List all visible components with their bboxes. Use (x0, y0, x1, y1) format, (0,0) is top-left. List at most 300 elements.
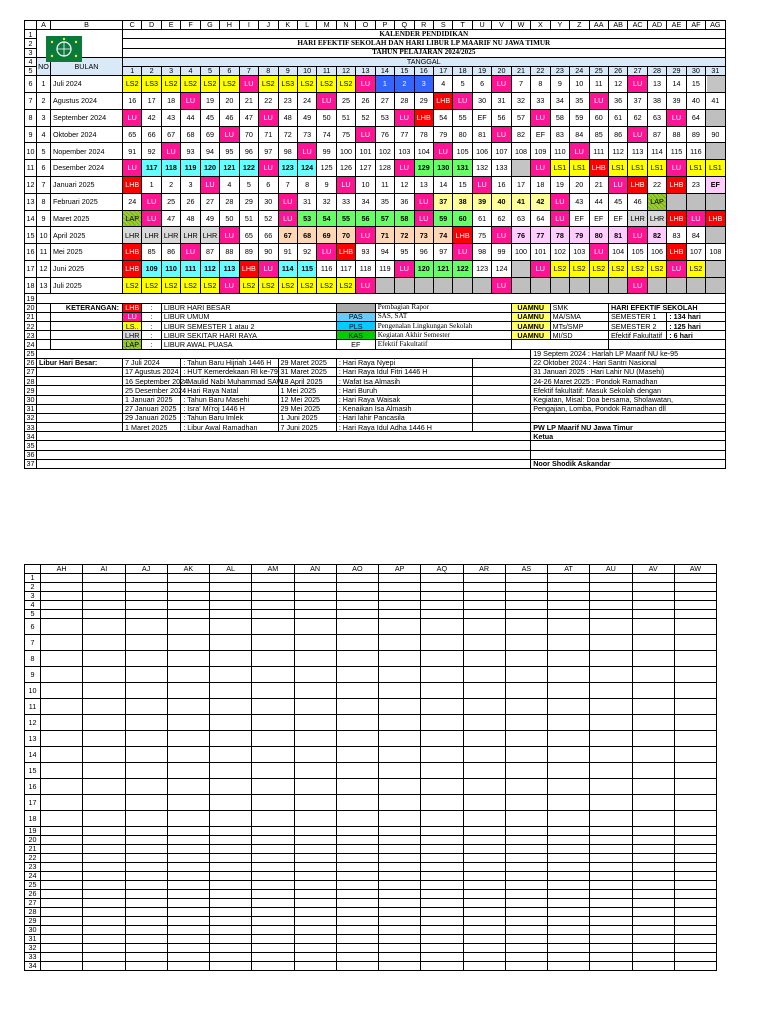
calendar-day-cell[interactable]: LU (239, 76, 258, 93)
row-number[interactable]: 32 (25, 944, 41, 953)
calendar-day-cell[interactable]: 123 (472, 260, 491, 277)
calendar-day-cell[interactable]: 60 (589, 109, 608, 126)
empty-cell[interactable] (41, 845, 83, 854)
empty-cell[interactable] (294, 854, 336, 863)
empty-cell[interactable] (379, 583, 421, 592)
month-no[interactable]: 8 (37, 193, 51, 210)
empty-cell[interactable] (505, 795, 547, 811)
calendar-day-cell[interactable]: 7 (511, 76, 530, 93)
calendar-day-cell[interactable]: 50 (220, 210, 239, 227)
calendar-day-cell[interactable]: 51 (239, 210, 258, 227)
empty-cell[interactable] (336, 926, 378, 935)
empty-cell[interactable] (83, 610, 125, 619)
calendar-day-cell[interactable]: LU (259, 109, 278, 126)
calendar-day-cell[interactable]: LU (492, 277, 511, 294)
empty-cell[interactable] (125, 811, 167, 827)
row-number[interactable]: 36 (26, 450, 35, 460)
empty-cell[interactable] (336, 601, 378, 610)
empty-cell[interactable] (590, 908, 632, 917)
day-header[interactable]: 14 (375, 66, 394, 75)
empty-cell[interactable] (252, 763, 294, 779)
calendar-day-cell[interactable]: 120 (414, 260, 433, 277)
title-1[interactable]: KALENDER PENDIDIKAN (123, 30, 726, 39)
calendar-day-cell[interactable]: LS1 (686, 160, 705, 177)
calendar-day-cell[interactable]: LS2 (181, 76, 200, 93)
month-no[interactable]: 12 (37, 260, 51, 277)
signature-name[interactable]: Noor Shodik Askandar (531, 459, 725, 468)
calendar-day-cell[interactable]: LU (161, 143, 180, 160)
empty-cell[interactable] (674, 574, 716, 583)
month-name[interactable]: Nopember 2024 (51, 143, 123, 160)
calendar-day-cell[interactable]: LS2 (220, 76, 239, 93)
calendar-day-cell[interactable] (511, 277, 530, 294)
calendar-day-cell[interactable]: 52 (356, 109, 375, 126)
empty-cell[interactable] (210, 635, 252, 651)
empty-cell[interactable] (41, 763, 83, 779)
empty-cell[interactable] (125, 683, 167, 699)
hari-efektif-value[interactable]: : 134 hari (667, 312, 725, 321)
empty-cell[interactable] (167, 731, 209, 747)
empty-cell[interactable] (210, 583, 252, 592)
calendar-day-cell[interactable]: LU (492, 76, 511, 93)
empty-cell[interactable] (379, 953, 421, 962)
calendar-day-cell[interactable]: 39 (667, 92, 686, 109)
day-header[interactable]: 28 (647, 66, 666, 75)
calendar-day-cell[interactable] (686, 277, 705, 294)
empty-cell[interactable] (548, 917, 590, 926)
empty-cell[interactable] (379, 845, 421, 854)
calendar-day-cell[interactable]: LU (142, 193, 161, 210)
empty-cell[interactable] (125, 854, 167, 863)
calendar-day-cell[interactable]: 42 (531, 193, 550, 210)
empty-cell[interactable] (252, 899, 294, 908)
empty-cell[interactable] (336, 795, 378, 811)
calendar-day-cell[interactable]: 101 (531, 244, 550, 261)
empty-cell[interactable] (210, 619, 252, 635)
calendar-day-cell[interactable]: 133 (492, 160, 511, 177)
empty-cell[interactable] (336, 651, 378, 667)
calendar-day-cell[interactable] (706, 76, 725, 93)
empty-cell[interactable] (590, 763, 632, 779)
empty-cell[interactable] (37, 432, 531, 441)
calendar-day-cell[interactable]: 28 (395, 92, 414, 109)
empty-cell[interactable] (632, 610, 674, 619)
month-no[interactable]: 6 (37, 160, 51, 177)
empty-cell[interactable] (125, 962, 167, 971)
empty-cell[interactable] (83, 635, 125, 651)
tanggal-header[interactable]: TANGGAL (123, 57, 726, 66)
month-name[interactable]: Juli 2024 (51, 76, 123, 93)
title-3[interactable]: TAHUN PELAJARAN 2024/2025 (123, 48, 726, 57)
calendar-day-cell[interactable]: 32 (511, 92, 530, 109)
calendar-day-cell[interactable]: LU (492, 126, 511, 143)
empty-cell[interactable] (336, 863, 378, 872)
empty-cell[interactable] (632, 890, 674, 899)
calendar-day-cell[interactable]: 93 (181, 143, 200, 160)
calendar-day-cell[interactable]: 21 (239, 92, 258, 109)
month-name[interactable]: September 2024 (51, 109, 123, 126)
empty-cell[interactable] (632, 845, 674, 854)
calendar-day-cell[interactable]: 66 (142, 126, 161, 143)
empty-cell[interactable] (336, 610, 378, 619)
empty-cell[interactable] (421, 601, 463, 610)
col-letter-AF[interactable]: AF (686, 21, 705, 30)
calendar-day-cell[interactable]: 23 (278, 92, 297, 109)
empty-cell[interactable] (463, 779, 505, 795)
libur-event-2[interactable]: : Hari Raya Idul Fitri 1446 H (336, 367, 472, 376)
empty-cell[interactable] (210, 747, 252, 763)
calendar-day-cell[interactable]: 119 (375, 260, 394, 277)
empty-cell[interactable] (252, 811, 294, 827)
empty-cell[interactable] (210, 854, 252, 863)
legend-text-2[interactable]: SAS, SAT (375, 312, 511, 321)
calendar-day-cell[interactable]: 81 (608, 227, 627, 244)
calendar-day-cell[interactable] (706, 143, 725, 160)
calendar-day-cell[interactable]: 62 (492, 210, 511, 227)
empty-cell[interactable] (674, 651, 716, 667)
empty-cell[interactable] (83, 715, 125, 731)
calendar-day-cell[interactable]: 24 (297, 92, 316, 109)
month-name[interactable]: Mei 2025 (51, 244, 123, 261)
calendar-day-cell[interactable]: 89 (686, 126, 705, 143)
row-number[interactable]: 25 (25, 881, 41, 890)
row-number[interactable]: 19 (26, 293, 35, 303)
col-letter-T[interactable]: T (453, 21, 472, 30)
empty-cell[interactable] (125, 635, 167, 651)
empty-cell[interactable] (336, 962, 378, 971)
calendar-day-cell[interactable]: 37 (628, 92, 647, 109)
empty-cell[interactable] (674, 917, 716, 926)
calendar-day-cell[interactable] (395, 277, 414, 294)
empty-cell[interactable] (632, 619, 674, 635)
col-letter-W[interactable]: W (511, 21, 530, 30)
empty-cell[interactable] (505, 872, 547, 881)
calendar-day-cell[interactable]: LU (123, 160, 142, 177)
empty-cell[interactable] (294, 715, 336, 731)
calendar-day-cell[interactable]: 92 (142, 143, 161, 160)
empty-cell[interactable] (210, 601, 252, 610)
empty-cell[interactable] (674, 763, 716, 779)
col-letter-D[interactable]: D (142, 21, 161, 30)
calendar-day-cell[interactable]: 107 (686, 244, 705, 261)
calendar-day-cell[interactable]: 131 (453, 160, 472, 177)
legend-colon[interactable]: : (142, 340, 161, 349)
row-number[interactable]: 18 (25, 811, 41, 827)
row-number[interactable]: 1 (25, 574, 41, 583)
empty-cell[interactable] (632, 827, 674, 836)
empty-cell[interactable] (379, 763, 421, 779)
calendar-day-cell[interactable]: 92 (297, 244, 316, 261)
calendar-day-cell[interactable] (414, 277, 433, 294)
calendar-day-cell[interactable]: 26 (356, 92, 375, 109)
empty-cell[interactable] (632, 667, 674, 683)
empty-cell[interactable] (472, 395, 530, 404)
month-name[interactable]: Agustus 2024 (51, 92, 123, 109)
empty-cell[interactable] (41, 953, 83, 962)
calendar-day-cell[interactable]: 8 (531, 76, 550, 93)
empty-cell[interactable] (252, 962, 294, 971)
calendar-day-cell[interactable]: 49 (200, 210, 219, 227)
row-number[interactable]: 1 (25, 30, 37, 39)
empty-cell[interactable] (590, 811, 632, 827)
calendar-day-cell[interactable]: LHB (706, 210, 725, 227)
row-number[interactable]: 7 (25, 635, 41, 651)
calendar-day-cell[interactable]: 19 (550, 176, 569, 193)
calendar-day-cell[interactable]: LS2 (181, 277, 200, 294)
calendar-day-cell[interactable]: LS2 (647, 260, 666, 277)
row-number[interactable]: 7 (25, 92, 37, 109)
empty-cell[interactable] (252, 854, 294, 863)
calendar-day-cell[interactable]: LU (336, 176, 355, 193)
corner-cell[interactable] (25, 565, 41, 574)
empty-cell[interactable] (37, 340, 51, 349)
calendar-day-cell[interactable] (706, 109, 725, 126)
empty-cell[interactable] (210, 917, 252, 926)
empty-cell[interactable] (125, 763, 167, 779)
row-number[interactable]: 10 (25, 683, 41, 699)
empty-cell[interactable] (463, 899, 505, 908)
empty-cell[interactable] (336, 890, 378, 899)
empty-cell[interactable] (421, 944, 463, 953)
empty-cell[interactable] (421, 610, 463, 619)
empty-cell[interactable] (37, 331, 51, 340)
row-number[interactable]: 33 (25, 953, 41, 962)
calendar-day-cell[interactable]: LU (259, 160, 278, 177)
libur-event[interactable]: : Tahun Baru Masehi (181, 395, 278, 404)
calendar-day-cell[interactable]: LS2 (239, 277, 258, 294)
empty-cell[interactable] (548, 899, 590, 908)
empty-cell[interactable] (294, 926, 336, 935)
calendar-day-cell[interactable]: 96 (239, 143, 258, 160)
row-number[interactable]: 11 (25, 160, 37, 177)
empty-cell[interactable] (548, 763, 590, 779)
empty-cell[interactable] (294, 683, 336, 699)
empty-cell[interactable] (294, 583, 336, 592)
empty-cell[interactable] (336, 592, 378, 601)
calendar-day-cell[interactable]: LHR (628, 210, 647, 227)
empty-cell[interactable] (548, 619, 590, 635)
empty-cell[interactable] (590, 795, 632, 811)
empty-cell[interactable] (167, 926, 209, 935)
day-header[interactable]: 26 (608, 66, 627, 75)
hari-efektif-title[interactable]: HARI EFEKTIF SEKOLAH (608, 303, 725, 312)
empty-cell[interactable] (421, 574, 463, 583)
signature-role[interactable]: Ketua (531, 432, 725, 441)
row-number[interactable]: 9 (25, 126, 37, 143)
calendar-day-cell[interactable]: 124 (492, 260, 511, 277)
calendar-day-cell[interactable]: LS2 (570, 260, 589, 277)
col-letter-AW[interactable]: AW (674, 565, 716, 574)
empty-cell[interactable] (463, 890, 505, 899)
empty-cell[interactable] (590, 872, 632, 881)
calendar-day-cell[interactable]: 125 (317, 160, 336, 177)
calendar-day-cell[interactable]: 117 (336, 260, 355, 277)
calendar-day-cell[interactable]: 43 (161, 109, 180, 126)
calendar-day-cell[interactable] (706, 227, 725, 244)
empty-cell[interactable] (379, 667, 421, 683)
month-no[interactable]: 1 (37, 76, 51, 93)
empty-cell[interactable] (590, 747, 632, 763)
calendar-day-cell[interactable]: 91 (278, 244, 297, 261)
calendar-day-cell[interactable]: 74 (434, 227, 453, 244)
empty-cell[interactable] (463, 845, 505, 854)
col-letter-X[interactable]: X (531, 21, 550, 30)
row-number[interactable]: 27 (25, 899, 41, 908)
row-number[interactable]: 2 (25, 583, 41, 592)
calendar-day-cell[interactable]: 38 (647, 92, 666, 109)
empty-cell[interactable] (37, 459, 531, 468)
calendar-day-cell[interactable]: 106 (647, 244, 666, 261)
note-line[interactable]: 22 Oktober 2024 : Hari Santri Nasional (531, 358, 725, 367)
calendar-day-cell[interactable]: 102 (550, 244, 569, 261)
empty-cell[interactable] (548, 583, 590, 592)
calendar-day-cell[interactable]: 67 (161, 126, 180, 143)
calendar-day-cell[interactable]: 14 (434, 176, 453, 193)
empty-cell[interactable] (421, 854, 463, 863)
empty-cell[interactable] (252, 779, 294, 795)
calendar-day-cell[interactable]: EF (608, 210, 627, 227)
calendar-day-cell[interactable]: 14 (667, 76, 686, 93)
uamnu-code[interactable]: UAMNU (511, 312, 550, 321)
calendar-day-cell[interactable]: 42 (142, 109, 161, 126)
empty-cell[interactable] (548, 944, 590, 953)
empty-cell[interactable] (252, 574, 294, 583)
empty-cell[interactable] (167, 890, 209, 899)
empty-cell[interactable] (167, 763, 209, 779)
empty-cell[interactable] (167, 592, 209, 601)
row-number[interactable]: 26 (26, 358, 35, 368)
empty-cell[interactable] (421, 731, 463, 747)
libur-event[interactable]: : Libur Awal Ramadhan (181, 423, 278, 432)
calendar-day-cell[interactable]: 25 (336, 92, 355, 109)
empty-cell[interactable] (252, 651, 294, 667)
empty-cell[interactable] (83, 944, 125, 953)
calendar-day-cell[interactable]: 35 (570, 92, 589, 109)
row-number[interactable]: 17 (25, 260, 37, 277)
calendar-day-cell[interactable]: LHB (123, 260, 142, 277)
empty-cell[interactable] (472, 358, 530, 367)
row-number[interactable]: 24 (26, 339, 35, 349)
empty-cell[interactable] (125, 908, 167, 917)
calendar-day-cell[interactable]: 108 (706, 244, 725, 261)
month-no[interactable]: 2 (37, 92, 51, 109)
calendar-day-cell[interactable]: 75 (336, 126, 355, 143)
calendar-day-cell[interactable] (453, 277, 472, 294)
calendar-day-cell[interactable]: LU (628, 126, 647, 143)
empty-cell[interactable] (125, 610, 167, 619)
col-letter-AH[interactable]: AH (41, 565, 83, 574)
calendar-day-cell[interactable]: 52 (259, 210, 278, 227)
calendar-day-cell[interactable]: 23 (686, 176, 705, 193)
empty-cell[interactable] (632, 601, 674, 610)
col-letter-AU[interactable]: AU (590, 565, 632, 574)
empty-cell[interactable] (463, 836, 505, 845)
month-no[interactable]: 4 (37, 126, 51, 143)
empty-cell[interactable] (421, 962, 463, 971)
empty-cell[interactable] (674, 619, 716, 635)
row-number[interactable]: 9 (25, 667, 41, 683)
calendar-day-cell[interactable]: LS2 (336, 277, 355, 294)
month-name[interactable]: Februari 2025 (51, 193, 123, 210)
empty-cell[interactable] (252, 601, 294, 610)
empty-cell[interactable] (421, 890, 463, 899)
calendar-day-cell[interactable]: LS3 (278, 76, 297, 93)
col-letter-R[interactable]: R (414, 21, 433, 30)
empty-cell[interactable] (252, 619, 294, 635)
empty-cell[interactable] (125, 651, 167, 667)
row-number[interactable]: 13 (25, 193, 37, 210)
col-letter-E[interactable]: E (161, 21, 180, 30)
calendar-day-cell[interactable]: LHB (667, 176, 686, 193)
calendar-day-cell[interactable]: 127 (356, 160, 375, 177)
empty-cell[interactable] (167, 881, 209, 890)
calendar-day-cell[interactable]: 84 (570, 126, 589, 143)
empty-cell[interactable] (210, 763, 252, 779)
empty-cell[interactable] (590, 610, 632, 619)
empty-cell[interactable] (590, 881, 632, 890)
empty-cell[interactable] (336, 699, 378, 715)
row-number[interactable]: 15 (25, 227, 37, 244)
empty-cell[interactable] (336, 827, 378, 836)
calendar-day-cell[interactable]: LS2 (550, 260, 569, 277)
empty-cell[interactable] (252, 667, 294, 683)
empty-cell[interactable] (505, 667, 547, 683)
empty-cell[interactable] (167, 872, 209, 881)
calendar-day-cell[interactable]: 34 (356, 193, 375, 210)
calendar-day-cell[interactable]: LS2 (686, 260, 705, 277)
calendar-day-cell[interactable]: 100 (336, 143, 355, 160)
empty-cell[interactable] (252, 890, 294, 899)
empty-cell[interactable] (421, 845, 463, 854)
empty-cell[interactable] (548, 747, 590, 763)
calendar-day-cell[interactable]: 104 (608, 244, 627, 261)
legend-colon[interactable]: : (142, 312, 161, 321)
empty-cell[interactable] (463, 827, 505, 836)
empty-cell[interactable] (632, 731, 674, 747)
col-letter-AS[interactable]: AS (505, 565, 547, 574)
libur-event[interactable]: : Hari Raya Natal (181, 386, 278, 395)
calendar-day-cell[interactable]: 60 (453, 210, 472, 227)
calendar-day-cell[interactable]: 36 (608, 92, 627, 109)
libur-date[interactable]: 29 Januari 2025 (123, 413, 181, 422)
row-number[interactable]: 23 (26, 330, 35, 340)
empty-cell[interactable] (37, 404, 123, 413)
empty-cell[interactable] (37, 450, 531, 459)
libur-date-2[interactable]: 1 Juni 2025 (278, 413, 336, 422)
col-letter-S[interactable]: S (434, 21, 453, 30)
col-letter-AL[interactable]: AL (210, 565, 252, 574)
empty-cell[interactable] (421, 779, 463, 795)
empty-cell[interactable] (125, 890, 167, 899)
empty-cell[interactable] (125, 935, 167, 944)
calendar-day-cell[interactable]: LS2 (142, 277, 161, 294)
calendar-day-cell[interactable]: 62 (628, 109, 647, 126)
empty-cell[interactable] (379, 890, 421, 899)
calendar-day-cell[interactable]: LU (589, 92, 608, 109)
empty-cell[interactable] (336, 731, 378, 747)
calendar-day-cell[interactable]: LS2 (297, 76, 316, 93)
empty-cell[interactable] (41, 890, 83, 899)
month-name[interactable]: Januari 2025 (51, 176, 123, 193)
empty-cell[interactable] (674, 601, 716, 610)
calendar-day-cell[interactable]: 76 (375, 126, 394, 143)
empty-cell[interactable] (252, 583, 294, 592)
legend-text-2[interactable]: Efektif Fakultatif (375, 340, 511, 349)
empty-cell[interactable] (548, 854, 590, 863)
empty-cell[interactable] (294, 836, 336, 845)
empty-cell[interactable] (531, 450, 725, 459)
calendar-day-cell[interactable]: 19 (200, 92, 219, 109)
